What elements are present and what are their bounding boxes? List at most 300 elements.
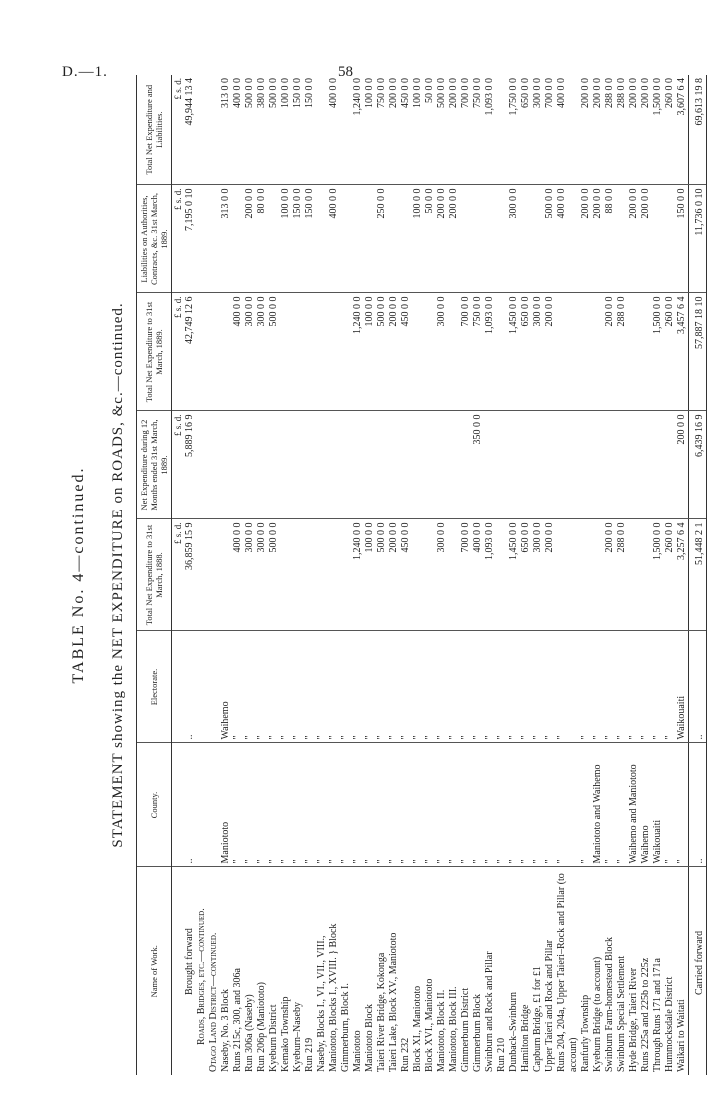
cell-total-1889: 700 0 0 [460,293,472,411]
table-row [208,75,220,1075]
cell-county: " [412,743,424,867]
table-row [424,75,436,1075]
cell-county: " [604,743,616,867]
cell-total-1888 [196,519,208,631]
cell-total-1889 [292,293,304,411]
cell-liabilities [316,185,328,293]
cell-total-1888: 400 0 0 [472,519,484,631]
cell-work: Roads, Bridges, etc.—continued. [196,908,207,1045]
cell-total-1889 [580,293,592,411]
cell-total-1889 [328,293,340,411]
cell-electorate [196,631,208,743]
cell-liabilities: 400 0 0 [328,185,340,293]
cell-total-with-liab: 100 0 0 [412,75,424,185]
header-during-1889: Net Expenditure during 12 Months ended 31st March, 1889. [137,411,172,519]
cell-during-1889 [196,411,208,519]
cell-electorate: .. [184,631,196,743]
table-row [340,75,352,1075]
table-row [304,75,316,1075]
cell-total-1888 [628,519,640,631]
cell-liabilities: 88 0 0 [604,185,616,293]
cell-total-1889: 200 0 0 [544,293,556,411]
cell-total-1888 [412,519,424,631]
cell-during-1889 [496,411,508,519]
cell-work: Gimmerburn, Block I. [340,983,351,1072]
cell-county: " [520,743,532,867]
cell-work: Swinburn Special Settlement [616,955,627,1072]
units-row [172,75,185,1075]
unit-cell: £ s. d. [172,185,185,293]
table-row [676,75,689,1075]
cell-liabilities: 400 0 0 [556,185,568,293]
table-row [580,75,592,1075]
cell-total-with-liab: 200 0 0 [640,75,652,185]
table-row [232,75,244,1075]
cell-total-1889 [424,293,436,411]
cell-liabilities: 200 0 0 [448,185,460,293]
cell-liabilities: 7,195 0 10 [184,185,196,293]
cell-county: " [556,743,568,867]
cell-work: Naseby, Blocks I., VI., VII., VIII., [316,935,327,1072]
cell-total-1888: 3,257 6 4 [676,519,689,631]
cell-during-1889 [388,411,400,519]
cell-total-1888 [304,519,316,631]
cell-liabilities [388,185,400,293]
cell-county: Maniototo and Waihemo [592,743,604,867]
table-row [292,75,304,1075]
cell-liabilities [208,185,220,293]
cell-electorate: " [232,631,244,743]
table-row [652,75,664,1075]
cell-total-1889 [208,293,220,411]
table-row [400,75,412,1075]
cell-total-with-liab: 260 0 0 [664,75,676,185]
cell-total-1889: 200 0 0 [388,293,400,411]
cell-work: Brought forward [184,928,195,995]
table-row [388,75,400,1075]
cell-total-1888: 200 0 0 [604,519,616,631]
cell-total-1888: 200 0 0 [544,519,556,631]
cell-county [208,743,220,867]
cell-county [196,743,208,867]
table-row [604,75,616,1075]
cell-liabilities [364,185,376,293]
cell-electorate: .. [689,631,707,743]
cell-work: Block XI., Maniototo [412,985,423,1072]
cell-county: " [580,743,592,867]
cell-liabilities: 150 0 0 [676,185,689,293]
cell-total-with-liab: 200 0 0 [628,75,640,185]
cell-during-1889 [484,411,496,519]
cell-electorate: " [304,631,316,743]
cell-during-1889 [424,411,436,519]
cell-liabilities: 200 0 0 [592,185,604,293]
expenditure-table [136,75,707,1075]
cell-liabilities [496,185,508,293]
cell-total-1889: 42,749 12 6 [184,293,196,411]
cell-county: " [616,743,628,867]
cell-total-with-liab: 200 0 0 [388,75,400,185]
cell-electorate: " [292,631,304,743]
cell-electorate: " [472,631,484,743]
table-row [352,75,364,1075]
cell-during-1889 [460,411,472,519]
cell-liabilities: 200 0 0 [640,185,652,293]
cell-electorate: " [664,631,676,743]
cell-during-1889 [316,411,328,519]
cell-total-with-liab [208,75,220,185]
cell-total-with-liab: 400 0 0 [556,75,568,185]
cell-total-with-liab: 49,944 13 4 [184,75,196,185]
cell-total-1888 [292,519,304,631]
cell-during-1889 [256,411,268,519]
cell-electorate: " [400,631,412,743]
cell-liabilities [460,185,472,293]
cell-total-with-liab [316,75,328,185]
table-row [364,75,376,1075]
cell-liabilities [664,185,676,293]
cell-liabilities: 200 0 0 [628,185,640,293]
cell-county: " [436,743,448,867]
cell-total-with-liab: 750 0 0 [472,75,484,185]
table-row [640,75,652,1075]
cell-total-with-liab: 400 0 0 [232,75,244,185]
cell-county: Waikouaiti [652,743,664,867]
cell-work: Run 210 [496,1037,507,1072]
cell-during-1889 [208,411,220,519]
cell-electorate: " [556,631,568,743]
cell-work: Run 206p (Maniototo) [256,982,267,1072]
cell-county: " [676,743,689,867]
cell-county: " [244,743,256,867]
cell-county: " [532,743,544,867]
cell-during-1889 [412,411,424,519]
cell-work: Runs 225a and 225b to 225z [640,957,651,1072]
cell-county: " [400,743,412,867]
cell-county: " [424,743,436,867]
cell-during-1889 [592,411,604,519]
cell-liabilities [568,185,580,293]
cell-during-1889 [328,411,340,519]
cell-liabilities: 80 0 0 [256,185,268,293]
cell-during-1889: 350 0 0 [472,411,484,519]
statement-title: STATEMENT showing the NET EXPENDITURE on ROADS, &c.—continued. [110,302,126,848]
cell-total-1888: 300 0 0 [436,519,448,631]
cell-total-1888: 500 0 0 [268,519,280,631]
cell-electorate: " [268,631,280,743]
cell-county: " [340,743,352,867]
cell-work: Maniototo, Block III. [448,986,459,1072]
cell-total-1889 [628,293,640,411]
table-row [436,75,448,1075]
cell-work: Kyeburn Bridge (to account) [592,956,603,1072]
cell-county: .. [689,743,707,867]
cell-total-1888: 288 0 0 [616,519,628,631]
cell-electorate: " [628,631,640,743]
cell-county: " [292,743,304,867]
cell-electorate: " [544,631,556,743]
cell-total-1889 [556,293,568,411]
cell-total-1888 [568,519,580,631]
cell-electorate: " [508,631,520,743]
cell-during-1889 [232,411,244,519]
cell-total-with-liab: 3,607 6 4 [676,75,689,185]
cell-liabilities: 250 0 0 [376,185,388,293]
cell-total-with-liab: 100 0 0 [364,75,376,185]
cell-work: Capburn Bridge, £1 for £1 [532,966,543,1072]
cell-during-1889 [448,411,460,519]
cell-electorate: " [316,631,328,743]
table-row [664,75,676,1075]
cell-total-1888 [448,519,460,631]
cell-total-1888 [496,519,508,631]
cell-total-1889: 450 0 0 [400,293,412,411]
cell-during-1889 [400,411,412,519]
cell-electorate: " [592,631,604,743]
cell-total-1889: 650 0 0 [520,293,532,411]
cell-total-with-liab: 450 0 0 [400,75,412,185]
cell-total-with-liab [496,75,508,185]
cell-during-1889 [568,411,580,519]
cell-liabilities: 100 0 0 [412,185,424,293]
cell-during-1889 [604,411,616,519]
cell-total-1888 [280,519,292,631]
table-row [280,75,292,1075]
cell-total-1889: 750 0 0 [472,293,484,411]
cell-total-1889: 500 0 0 [268,293,280,411]
cell-work: Carried forward [689,867,707,1075]
cell-during-1889 [508,411,520,519]
cell-total-1888 [592,519,604,631]
cell-total-1889: 300 0 0 [532,293,544,411]
cell-during-1889 [616,411,628,519]
cell-total-with-liab: 150 0 0 [292,75,304,185]
cell-during-1889 [436,411,448,519]
cell-during-1889 [268,411,280,519]
cell-liabilities [232,185,244,293]
cell-during-1889 [520,411,532,519]
cell-electorate: " [532,631,544,743]
cell-electorate: " [412,631,424,743]
cell-during-1889: 5,889 16 9 [184,411,196,519]
cell-work: Through Runs 171 and 171a [652,958,663,1072]
cell-liabilities [520,185,532,293]
cell-electorate: " [376,631,388,743]
cell-work: Maniototo, Blocks I., XVIII. } Block [328,923,339,1072]
cell-county: " [496,743,508,867]
cell-county: " [328,743,340,867]
cell-total-1889 [412,293,424,411]
cell-liabilities [652,185,664,293]
cell-work: Swinburn Farm-homestead Block [604,937,615,1072]
cell-during-1889 [352,411,364,519]
cell-total-1889: 400 0 0 [232,293,244,411]
cell-total-1889 [592,293,604,411]
cell-total-1889 [640,293,652,411]
table-row [184,75,196,1075]
cell-total-1888 [556,519,568,631]
cell-liabilities: 150 0 0 [292,185,304,293]
cell-during-1889 [652,411,664,519]
cell-work: Waikari to Waitati [676,999,687,1072]
cell-total-1888: 200 0 0 [388,519,400,631]
cell-total-with-liab: 1,500 0 0 [652,75,664,185]
table-row [376,75,388,1075]
cell-county: Maniototo [220,743,232,867]
cell-work: Kemako Township [280,996,291,1072]
cell-county: " [280,743,292,867]
cell-total-with-liab: 1,240 0 0 [352,75,364,185]
cell-total-with-liab: 650 0 0 [520,75,532,185]
cell-liabilities: 500 0 0 [544,185,556,293]
cell-total-1888: 400 0 0 [232,519,244,631]
cell-liabilities: 50 0 0 [424,185,436,293]
table-row [328,75,340,1075]
cell-total-with-liab [196,75,208,185]
unit-cell: £ s. d. [172,411,185,519]
cell-total-1888: 450 0 0 [400,519,412,631]
cell-total-1888 [340,519,352,631]
cell-total-1889 [568,293,580,411]
cell-total-with-liab: 313 0 0 [220,75,232,185]
cell-electorate: " [520,631,532,743]
cell-liabilities [472,185,484,293]
cell-work: Gimmerburn Block [472,993,483,1072]
cell-total-1888: 300 0 0 [256,519,268,631]
header-electorate: Electorate. [137,631,172,743]
cell-work: Upper Taieri and Rock and Pillar [544,939,555,1072]
cell-total-with-liab: 1,750 0 0 [508,75,520,185]
cell-total-with-liab: 700 0 0 [460,75,472,185]
cell-liabilities [616,185,628,293]
cell-liabilities: 100 0 0 [280,185,292,293]
cell-electorate: " [244,631,256,743]
cell-liabilities [340,185,352,293]
cell-electorate: " [280,631,292,743]
cell-electorate: " [580,631,592,743]
cell-during-1889 [556,411,568,519]
cell-during-1889 [544,411,556,519]
cell-work: Block XVI., Maniototo [424,978,435,1072]
cell-liabilities: 11,736 0 10 [689,185,707,293]
table-row [520,75,532,1075]
table-row [484,75,496,1075]
cell-total-with-liab: 700 0 0 [544,75,556,185]
cell-total-1889: 1,240 0 0 [352,293,364,411]
unit-cell [172,867,185,1075]
cell-total-with-liab: 750 0 0 [376,75,388,185]
table-row [460,75,472,1075]
header-county: County. [137,743,172,867]
cell-county: " [484,743,496,867]
cell-electorate [568,631,580,743]
cell-work: Naseby, No. 3 Block [220,989,231,1072]
cell-work: Otago Land District—continued. [208,932,219,1072]
cell-total-1889: 300 0 0 [244,293,256,411]
table-body [172,75,707,1075]
table-row [616,75,628,1075]
cell-total-1889 [448,293,460,411]
cell-total-1889: 57,887 18 10 [689,293,707,411]
cell-total-with-liab [340,75,352,185]
cell-during-1889 [664,411,676,519]
cell-total-with-liab: 380 0 0 [256,75,268,185]
cell-during-1889: 6,439 16 9 [689,411,707,519]
cell-total-with-liab: 200 0 0 [580,75,592,185]
table-row [496,75,508,1075]
cell-total-with-liab: 1,093 0 0 [484,75,496,185]
cell-total-1888: 1,450 0 0 [508,519,520,631]
cell-electorate: Waihemo [220,631,232,743]
cell-work: Run 219 [304,1037,315,1072]
cell-county: " [376,743,388,867]
header-total-1888: Total Net Expenditure to 31st March, 1888. [137,519,172,631]
cell-total-1888 [220,519,232,631]
cell-total-1889: 1,500 0 0 [652,293,664,411]
table-row [544,75,556,1075]
cell-liabilities [352,185,364,293]
cell-during-1889 [292,411,304,519]
cell-county: " [364,743,376,867]
header-work: Name of Work. [137,867,172,1075]
cell-work: Hyde Bridge, Taieri River [628,967,639,1072]
cell-work: Kyeburn–Naseby [292,1002,303,1072]
cell-during-1889: 200 0 0 [676,411,689,519]
cell-county: " [388,743,400,867]
cell-during-1889 [628,411,640,519]
cell-total-1888: 260 0 0 [664,519,676,631]
cell-electorate: " [448,631,460,743]
cell-total-with-liab: 150 0 0 [304,75,316,185]
cell-liabilities [532,185,544,293]
cell-county: " [460,743,472,867]
cell-work: Taieri Lake, Block XV., Maniototo [388,932,399,1072]
cell-total-with-liab: 288 0 0 [616,75,628,185]
cell-electorate: " [352,631,364,743]
cell-total-with-liab: 69,613 19 8 [689,75,707,185]
cell-county: " [664,743,676,867]
cell-county: " [544,743,556,867]
header-total-1889: Total Net Expenditure to 31st March, 1889. [137,293,172,411]
cell-total-with-liab: 288 0 0 [604,75,616,185]
cell-total-with-liab [568,75,580,185]
cell-liabilities: 313 0 0 [220,185,232,293]
cell-county: " [316,743,328,867]
cell-county: " [352,743,364,867]
cell-during-1889 [304,411,316,519]
cell-total-1888: 1,500 0 0 [652,519,664,631]
cell-electorate: " [256,631,268,743]
cell-during-1889 [640,411,652,519]
cell-total-1888: 300 0 0 [244,519,256,631]
cell-during-1889 [364,411,376,519]
cell-total-1889: 1,450 0 0 [508,293,520,411]
cell-work: Hamilton Bridge [520,1004,531,1072]
table-row [532,75,544,1075]
cell-total-with-liab: 500 0 0 [244,75,256,185]
cell-total-1888 [424,519,436,631]
table-row [628,75,640,1075]
cell-county: " [256,743,268,867]
cell-work: Maniototo, Block II. [436,989,447,1072]
cell-total-1889: 300 0 0 [436,293,448,411]
cell-total-1888: 700 0 0 [460,519,472,631]
cell-electorate: " [604,631,616,743]
cell-total-1889: 1,093 0 0 [484,293,496,411]
cell-work: Swinburn and Rock and Pillar [484,951,495,1072]
cell-liabilities [196,185,208,293]
cell-electorate: Waikouaiti [676,631,689,743]
